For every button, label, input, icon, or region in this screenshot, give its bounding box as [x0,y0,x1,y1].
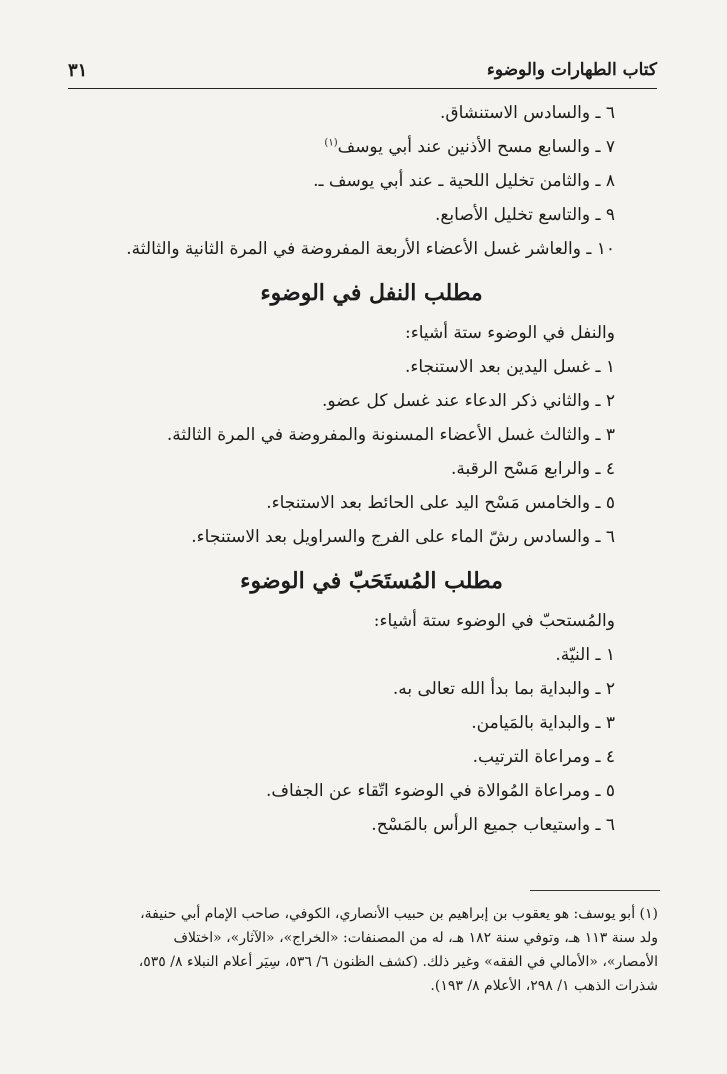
list-item: ٨ ـ والثامن تخليل اللحية ـ عند أبي يوسف ـ. [313,171,615,191]
section-title-mustahabb: مطلب المُستَحَبّ في الوضوء [240,568,503,594]
footnote-line: ولد سنة ١١٣ هـ، وتوفي سنة ١٨٢ هـ، له من المصنفات: «الخراج»، «الآثار»، «اختلاف [173,930,658,946]
list-item: ٤ ـ ومراعاة الترتيب. [472,747,615,767]
list-item: ٤ ـ والرابع مَسْح الرقبة. [450,459,615,479]
footnote [68,902,658,998]
section-intro: والنفل في الوضوء ستة أشياء: [404,323,615,343]
list-item: ١ ـ النيّة. [555,645,615,665]
list-item [128,130,615,164]
footnote-divider [530,890,660,891]
list-item: ٢ ـ والثاني ذكر الدعاء عند غسل كل عضو. [321,391,615,411]
list-item: ٦ ـ واستيعاب جميع الرأس بالمَسْح. [371,815,615,835]
page-number: ٣١ [68,60,88,81]
list-item: ٩ ـ والتاسع تخليل الأصابع. [434,205,615,225]
chapter-title: كتاب الطهارات والوضوء [486,60,657,80]
footnote-line: (١) أبو يوسف: هو يعقوب بن إبراهيم بن حبيب الأنصاري، الكوفي، صاحب الإمام أبي حنيفة، [140,906,658,922]
running-header [68,58,657,89]
main-text [128,96,615,842]
list-item: ٢ ـ والبداية بما بدأ الله تعالى به. [392,679,615,699]
list-item-text: ٧ ـ والسابع مسح الأذنين عند أبي يوسف [337,137,615,157]
list-item: ٥ ـ والخامس مَسْح اليد على الحائط بعد الاستنجاء. [266,493,615,513]
section-intro: والمُستحبّ في الوضوء ستة أشياء: [373,611,615,631]
list-item: ٣ ـ والبداية بالمَيامن. [471,713,615,733]
list-item: ١ ـ غسل اليدين بعد الاستنجاء. [404,357,615,377]
list-item: ١٠ ـ والعاشر غسل الأعضاء الأربعة المفروضة في المرة الثانية والثالثة. [126,239,615,259]
list-item: ٦ ـ والسادس رشّ الماء على الفرج والسراويل بعد الاستنجاء. [191,527,615,547]
list-item: ٥ ـ ومراعاة المُوالاة في الوضوء اتّقاء عن الجفاف. [265,781,615,801]
list-item: ٣ ـ والثالث غسل الأعضاء المسنونة والمفروضة في المرة الثالثة. [166,425,615,445]
footnote-line: شذرات الذهب ١/ ٢٩٨، الأعلام ٨/ ١٩٣). [430,978,658,994]
footnote-ref: (١) [324,137,338,149]
footnote-line: الأمصار»، «الأمالي في الفقه» وغير ذلك. (كشف الظنون ٦/ ٥٣٦، سِيَر أعلام النبلاء ٨/ ٥٣٥، [138,954,658,970]
section-title-nafl: مطلب النفل في الوضوء [260,280,483,306]
list-item: ٦ ـ والسادس الاستنشاق. [440,103,615,123]
